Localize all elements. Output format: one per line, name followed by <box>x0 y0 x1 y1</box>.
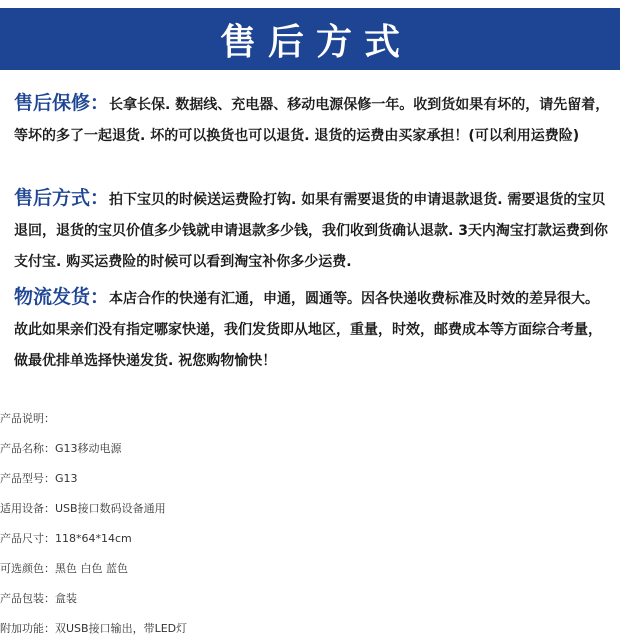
spec-value: 黑色 白色 蓝色 <box>55 562 128 575</box>
spec-row <box>0 554 620 584</box>
spec-value: G13移动电源 <box>55 442 122 455</box>
section-body: 拍下宝贝的时候送运费险打钩. 如果有需要退货的申请退款退货. 需要退货的宝贝退回，退货的宝贝价值多少钱就申请退款多少钱，我们收到货确认退款. 3天内淘宝打款运费到你支付宝. 购买运费险的时候可以看到淘宝补你多少运费. <box>14 192 608 270</box>
spec-value: USB接口数码设备通用 <box>55 502 166 515</box>
spec-label: 适用设备： <box>0 502 55 515</box>
spec-label: 产品包装： <box>0 592 55 605</box>
section-shipping <box>14 282 612 377</box>
spec-row <box>0 464 620 494</box>
spec-row <box>0 404 620 434</box>
spec-row <box>0 434 620 464</box>
spec-value: 双USB接口输出，带LED灯 <box>55 622 188 635</box>
spec-label: 产品名称： <box>0 442 55 455</box>
section-heading: 物流发货： <box>14 286 110 308</box>
spec-label: 可选颜色： <box>0 562 55 575</box>
spec-row <box>0 494 620 524</box>
section-body: 长拿长保. 数据线、充电器、移动电源保修一年。收到货如果有坏的，请先留着，等坏的多了一起退货. 坏的可以换货也可以退货. 退货的运费由买家承担！(可以利用运费险) <box>14 97 610 144</box>
banner-title: 售后方式 <box>219 21 412 63</box>
spec-row <box>0 614 620 644</box>
section-return-method <box>14 183 612 278</box>
spec-value: 盒装 <box>55 592 77 605</box>
product-specs-list <box>0 404 620 644</box>
section-heading: 售后保修： <box>14 92 110 114</box>
spec-label: 产品型号： <box>0 472 55 485</box>
spec-value: 118*64*14cm <box>55 532 132 545</box>
title-banner <box>0 8 620 70</box>
spec-row <box>0 524 620 554</box>
section-body: 本店合作的快递有汇通，申通，圆通等。因各快递收费标准及时效的差异很大。故此如果亲们没有指定哪家快递，我们发货即从地区，重量，时效，邮费成本等方面综合考量，做最优排单选择快递发货. 祝您购物愉快！ <box>14 291 602 369</box>
spec-row <box>0 584 620 614</box>
spec-value: G13 <box>55 472 78 485</box>
section-heading: 售后方式： <box>14 187 110 209</box>
spec-label: 产品说明： <box>0 412 55 425</box>
section-warranty <box>14 88 612 152</box>
spec-label: 产品尺寸： <box>0 532 55 545</box>
spec-label: 附加功能： <box>0 622 55 635</box>
